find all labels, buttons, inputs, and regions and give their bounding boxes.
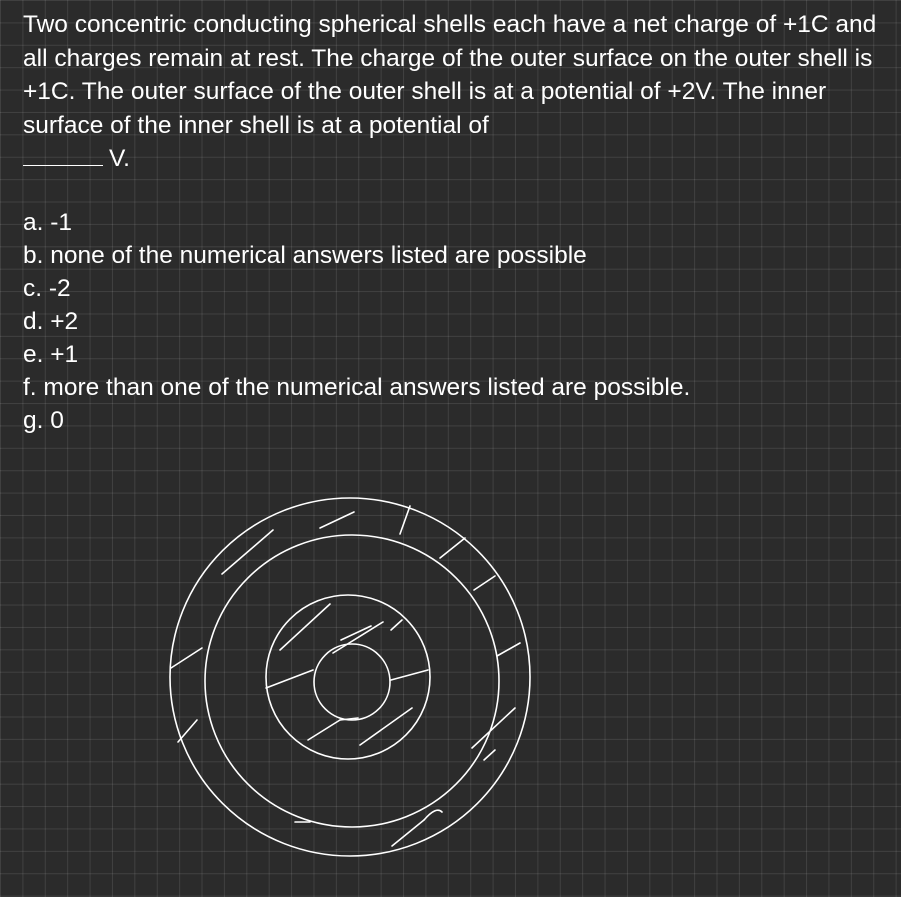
inner-shell-inner-surface xyxy=(314,644,390,720)
inner-shell-hatching xyxy=(266,604,428,745)
option-d[interactable]: d. +2 xyxy=(23,308,79,335)
option-f[interactable]: f. more than one of the numerical answers listed are possible. xyxy=(23,374,691,401)
question-text xyxy=(23,8,893,176)
option-c[interactable]: c. -2 xyxy=(23,275,71,302)
option-b[interactable]: b. none of the numerical answers listed are possible xyxy=(23,242,587,269)
answer-blank xyxy=(23,145,103,166)
inner-shell-outer-surface xyxy=(266,595,430,759)
option-e[interactable]: e. +1 xyxy=(23,341,79,368)
concentric-shells-diagram xyxy=(160,490,540,870)
question-prompt: Two concentric conducting spherical shells each have a net charge of +1C and all charges remain at rest. The charge of the outer surface on the outer shell is +1C. The outer surface of the outer shell is at a potential of +2V. The inner surface of the inner shell is at a potential of xyxy=(23,11,877,139)
question-unit: V. xyxy=(109,145,130,173)
option-g[interactable]: g. 0 xyxy=(23,407,64,434)
outer-shell-inner-surface xyxy=(205,535,499,827)
option-a[interactable]: a. -1 xyxy=(23,209,73,236)
outer-shell-hatching xyxy=(171,506,520,846)
outer-shell-outer-surface xyxy=(170,498,530,856)
answer-options xyxy=(23,206,690,437)
